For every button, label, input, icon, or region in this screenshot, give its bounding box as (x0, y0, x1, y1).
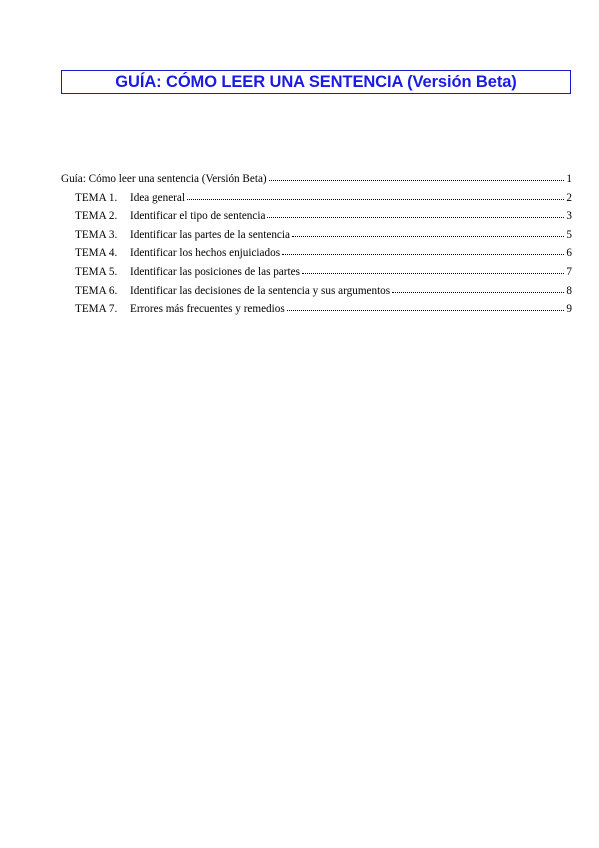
toc-page-number: 5 (566, 228, 572, 241)
toc-page-number: 3 (566, 210, 572, 223)
toc-entry-label: Identificar los hechos enjuiciados (130, 247, 281, 260)
toc-page-number: 8 (566, 284, 572, 297)
toc-entry-label: Guía: Cómo leer una sentencia (Versión Beta) (61, 173, 267, 185)
toc-entry-number: TEMA 2. (75, 210, 118, 223)
toc-entry-tema-7[interactable] (61, 300, 572, 319)
toc-entry-tema-6[interactable] (61, 282, 572, 301)
toc-entry-number: TEMA 4. (75, 247, 118, 260)
toc-entry-tema-1[interactable] (61, 189, 572, 208)
toc-entry-tema-4[interactable] (61, 244, 572, 263)
toc-leader-dots (292, 228, 564, 238)
toc-entry-label: Identificar las decisiones de la sentencia y sus argumentos (130, 284, 391, 297)
toc-entry-label: Identificar las posiciones de las partes (130, 265, 300, 278)
toc-page-number: 6 (566, 247, 572, 260)
toc-leader-dots (282, 246, 564, 256)
toc-entry-label: Idea general (130, 191, 185, 204)
toc-page-number: 9 (566, 303, 572, 316)
toc-leader-dots (287, 302, 564, 312)
toc-leader-dots (392, 284, 564, 294)
toc-entry-label: Errores más frecuentes y remedios (130, 303, 285, 316)
toc-entry-number: TEMA 6. (75, 284, 118, 297)
toc-entry-number: TEMA 1. (75, 191, 118, 204)
table-of-contents (61, 170, 572, 319)
toc-leader-dots (187, 191, 564, 201)
toc-page-number: 7 (566, 265, 572, 278)
toc-entry-number: TEMA 3. (75, 228, 118, 241)
toc-entry-label: Identificar las partes de la sentencia (130, 228, 290, 241)
toc-leader-dots (267, 209, 564, 219)
toc-leader-dots (269, 172, 564, 182)
toc-entry-tema-5[interactable] (61, 263, 572, 282)
toc-entry-number: TEMA 5. (75, 265, 118, 278)
toc-entry-label: Identificar el tipo de sentencia (130, 210, 266, 223)
toc-entry-tema-3[interactable] (61, 226, 572, 245)
toc-entry-tema-2[interactable] (61, 207, 572, 226)
toc-page-number: 2 (566, 191, 572, 204)
toc-entry-number: TEMA 7. (75, 303, 118, 316)
toc-page-number: 1 (566, 173, 572, 185)
toc-leader-dots (302, 265, 564, 275)
toc-entry-main[interactable] (61, 170, 572, 189)
document-title: GUÍA: CÓMO LEER UNA SENTENCIA (Versión Beta) (115, 72, 517, 91)
document-title-box (61, 70, 571, 94)
